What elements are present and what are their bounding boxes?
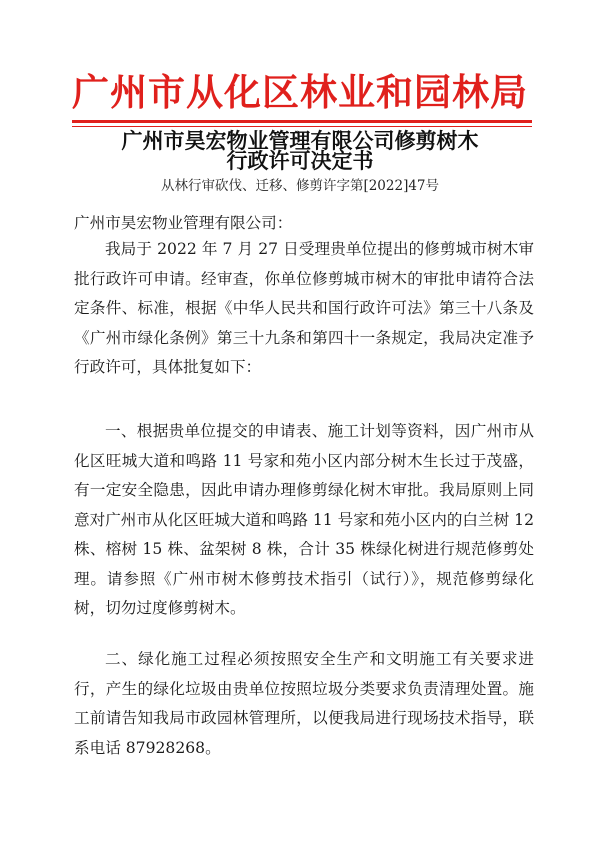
paragraph-item-two: 二、绿化施工过程必须按照安全生产和文明施工有关要求进行，产生的绿化垃圾由贵单位按照垃圾分类要求负责清理处置。施工前请告知我局市政园林管理所，以便我局进行现场技术指导，联系电话 87928268。 — [74, 650, 534, 757]
addressee: 广州市昊宏物业管理有限公司： — [74, 214, 293, 232]
document-title-line1: 广州市昊宏物业管理有限公司修剪树木 — [121, 128, 479, 153]
document-number: 从林行审砍伐、迁移、修剪许字第[2022]47号 — [160, 178, 440, 194]
document-title-line2: 行政许可决定书 — [226, 148, 374, 173]
organization-header: 广州市从化区林业和园林局 — [72, 70, 528, 114]
paragraph-intro: 我局于 2022 年 7 月 27 日受理贵单位提出的修剪城市树木审批行政许可申请。经审查，你单位修剪城市树木的审批申请符合法定条件、标准，根据《中华人民共和国行政许可法》第三十八条及《广州市绿化条例》第三十九条和第四十一条规定，我局决定准予行政许可，具体批复如下： — [74, 240, 534, 376]
paragraph-item-one: 一、根据贵单位提交的申请表、施工计划等资料，因广州市从化区旺城大道和鸣路 11 号家和苑小区内部分树木生长过于茂盛，有一定安全隐患，因此申请办理修剪绿化树木审批。我局原则上同意对广州市从化区旺城大道和鸣路 11 号家和苑小区内的白兰树 12 株、榕树 15 株、盆架树 8 株，合计 35 株绿化树进行规范修剪处理。请参照《广州市树木修剪技术指引（试行）》，规范修剪绿化树，切勿过度修剪树木。 — [74, 422, 534, 617]
header-red-rule-thin — [72, 126, 532, 127]
header-red-rule-thick — [72, 120, 532, 123]
